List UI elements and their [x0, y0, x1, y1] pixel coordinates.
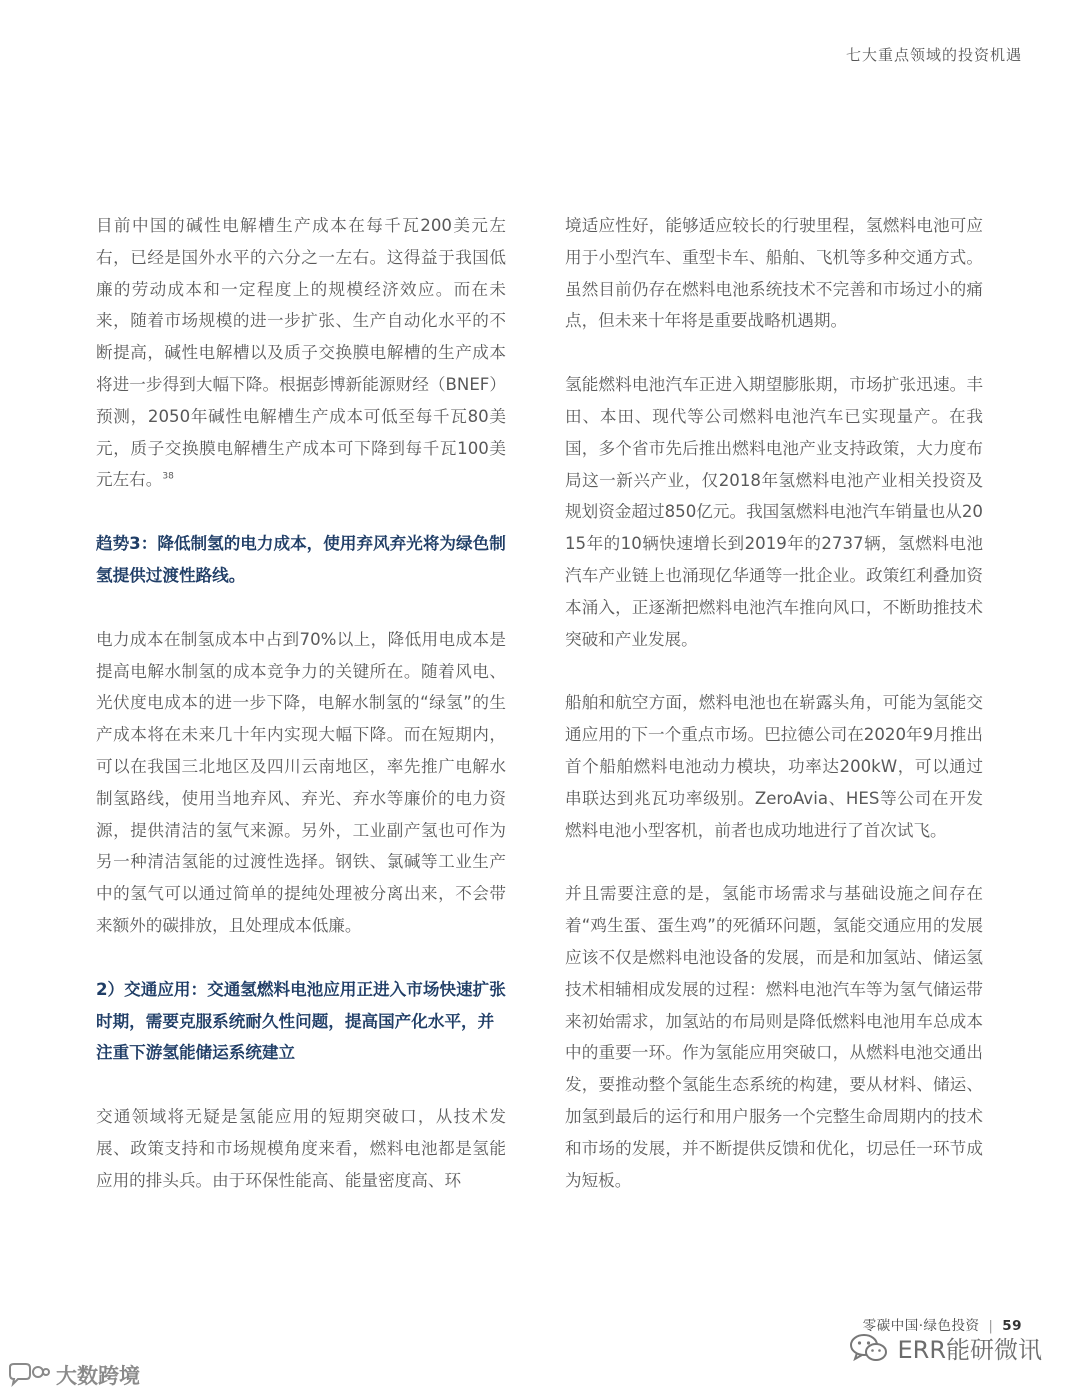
watermark-text: 大数跨境: [56, 1364, 140, 1388]
paragraph: 境适应性好，能够适应较长的行驶里程，氢燃料电池可应用于小型汽车、重型卡车、船舶、飞机等多种交通方式。虽然目前仍存在燃料电池系统技术不完善和市场过小的痛点，但未来十年将是重要战略机遇期。: [565, 216, 983, 331]
paragraph: 电力成本在制氢成本中占到70%以上，降低用电成本是提高电解水制氢的成本竞争力的关键所在。随着风电、光伏度电成本的进一步下降，电解水制氢的“绿氢”的生产成本将在未来几十年内实现大幅下降。而在短期内，可以在我国三北地区及四川云南地区，率先推广电解水制氢路线，使用当地弃风、弃光、弃水等廉价的电力资源，提供清洁的氢气来源。另外，工业副产氢也可作为另一种清洁氢能的过渡性选择。钢铁、氯碱等工业生产中的氢气可以通过简单的提纯处理被分离出来，不会带来额外的碳排放，且处理成本低廉。: [96, 629, 506, 935]
watermark-text: ERR能研微讯: [897, 1336, 1042, 1364]
section-heading: 2）交通应用：交通氢燃料电池应用正进入市场快速扩张时期，需要克服系统耐久性问题，提高国产化水平，并注重下游氢能储运系统建立: [96, 979, 506, 1063]
footer-separator: |: [988, 1318, 994, 1334]
publication-name: 零碳中国·绿色投资: [862, 1318, 980, 1334]
wechat-watermark: [849, 1330, 1042, 1365]
right-column: [565, 210, 983, 1228]
page-number: 59: [1002, 1318, 1022, 1334]
speech-bubble-icon: [6, 1363, 50, 1387]
paragraph: 交通领域将无疑是氢能应用的短期突破口，从技术发展、政策支持和市场规模角度来看，燃料电池都是氢能应用的排头兵。由于环保性能高、能量密度高、环: [96, 1107, 506, 1190]
wechat-icon: [849, 1332, 889, 1364]
running-header: 七大重点领域的投资机遇: [845, 46, 1022, 64]
left-column: [96, 210, 506, 1229]
paragraph: 目前中国的碱性电解槽生产成本在每千瓦200美元左右，已经是国外水平的六分之一左右。这得益于我国低廉的劳动成本和一定程度上的规模经济效应。而在未来，随着市场规模的进一步扩张、生产自动化水平的不断提高，碱性电解槽以及质子交换膜电解槽的生产成本将进一步得到大幅下降。根据彭博新能源财经（BNEF）预测，2050年碱性电解槽生产成本可低至每千瓦80美元，质子交换膜电解槽生产成本可下降到每千瓦100美元左右。$^{38}$: [96, 216, 506, 490]
paragraph: 船舶和航空方面，燃料电池也在崭露头角，可能为氢能交通应用的下一个重点市场。巴拉德公司在2020年9月推出首个船舶燃料电池动力模块，功率达200kW，可以通过串联达到兆瓦功率级别。ZeroAvia、HES等公司在开发燃料电池小型客机，前者也成功地进行了首次试飞。: [565, 693, 983, 840]
site-watermark: [6, 1360, 140, 1390]
section-heading: 趋势3：降低制氢的电力成本，使用弃风弃光将为绿色制氢提供过渡性路线。: [96, 534, 506, 585]
footnote-ref[interactable]: 38: [162, 471, 174, 482]
paragraph: 并且需要注意的是，氢能市场需求与基础设施之间存在着“鸡生蛋、蛋生鸡”的死循环问题，氢能交通应用的发展应该不仅是燃料电池设备的发展，而是和加氢站、储运氢技术相辅相成发展的过程：燃料电池汽车等为氢气储运带来初始需求，加氢站的布局则是降低燃料电池用车总成本中的重要一环。作为氢能应用突破口，从燃料电池交通出发，要推动整个氢能生态系统的构建，要从材料、储运、加氢到最后的运行和用户服务一个完整生命周期内的技术和市场的发展，并不断提供反馈和优化，切忌任一环节成为短板。: [565, 884, 983, 1190]
paragraph: 氢能燃料电池汽车正进入期望膨胀期，市场扩张迅速。丰田、本田、现代等公司燃料电池汽车已实现量产。在我国，多个省市先后推出燃料电池产业支持政策，大力度布局这一新兴产业，仅2018年氢燃料电池产业相关投资及规划资金超过850亿元。我国氢燃料电池汽车销量也从2015年的10辆快速增长到2019年的2737辆，氢燃料电池汽车产业链上也涌现亿华通等一批企业。政策红利叠加资本涌入，正逐渐把燃料电池汽车推向风口，不断助推技术突破和产业发展。: [565, 375, 983, 649]
